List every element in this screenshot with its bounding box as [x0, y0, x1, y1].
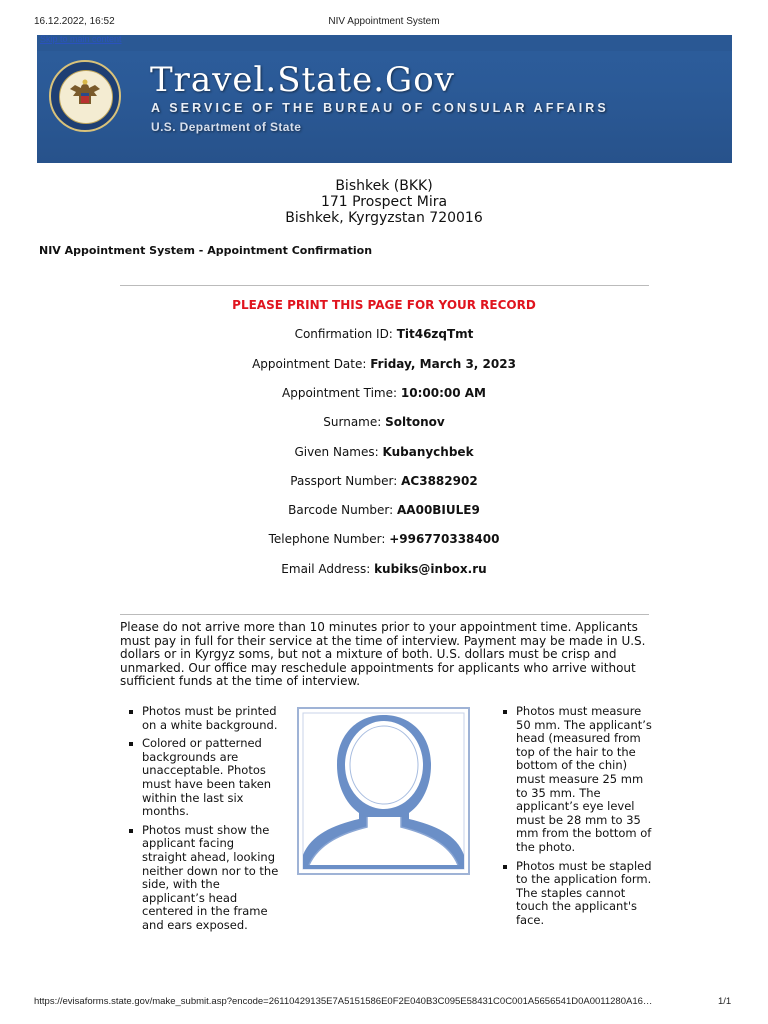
telephone-number-row: [0, 532, 768, 546]
print-page-title: NIV Appointment System: [328, 16, 440, 27]
bullet-icon: [503, 710, 507, 714]
telephone-number-value: +996770338400: [389, 532, 500, 546]
given-names-value: Kubanychbek: [382, 445, 474, 459]
requirement-text: Photos must measure 50 mm. The applicant’s head (measured from top of the hair to the bottom of the chin) must measure 25 mm to 35 mm. The applicant’s eye level must be 28 mm to 35 mm from the bottom of the photo.: [516, 704, 652, 854]
page-heading: NIV Appointment System - Appointment Confirmation: [39, 244, 373, 257]
given-names-row: [0, 445, 768, 459]
print-footer-page-number: 1/1: [718, 996, 732, 1007]
photo-requirements-left: [122, 705, 282, 938]
surname-row: [0, 415, 768, 429]
confirmation-id-value: Tit46zqTmt: [396, 327, 474, 341]
list-item: [122, 737, 282, 819]
divider-top: [120, 285, 649, 286]
row-label: Confirmation ID:: [294, 327, 393, 341]
row-label: Passport Number:: [290, 474, 398, 488]
arrival-payment-notice: Please do not arrive more than 10 minutes prior to your appointment time. Applicants must pay in full for their service at the time of interview. Payment may be made in U.S. dollars or in Kyrgyz soms, but not a mixture of both. U.S. dollars must be crisp and unmarked. Our office may reschedule appointments for applicants who arrive without sufficient funds at the time of interview.: [120, 620, 646, 689]
requirement-text: Photos must be printed on a white background.: [142, 704, 278, 732]
barcode-number-row: [0, 503, 768, 517]
skip-to-content-link[interactable]: Skip to main content: [40, 34, 122, 44]
site-banner: [37, 35, 732, 163]
post-city: Bishkek, Kyrgyzstan 720016: [285, 210, 483, 226]
list-item: [122, 705, 282, 732]
email-address-row: [0, 562, 768, 576]
photo-requirements-right: [496, 705, 656, 933]
appointment-date-row: [0, 357, 768, 371]
list-item: [496, 860, 656, 928]
bullet-icon: [503, 865, 507, 869]
list-item: [496, 705, 656, 855]
surname-value: Soltonov: [385, 415, 445, 429]
department-seal-icon: [49, 60, 121, 132]
row-label: Surname:: [323, 415, 382, 429]
row-label: Given Names:: [294, 445, 379, 459]
eagle-icon: [65, 76, 105, 116]
passport-number-value: AC3882902: [401, 474, 478, 488]
passport-photo-silhouette-icon: [297, 707, 470, 875]
list-item: [122, 824, 282, 933]
row-label: Telephone Number:: [268, 532, 386, 546]
travel-state-gov-logo[interactable]: Travel.State.Gov: [150, 60, 455, 100]
row-label: Email Address:: [281, 562, 371, 576]
requirement-text: Photos must show the applicant facing straight ahead, looking neither down nor to the side, with the applicant’s head centered in the frame and ears exposed.: [142, 822, 279, 932]
print-footer-url: https://evisaforms.state.gov/make_submit.asp?encode=26110429135E7A5151586E0F2E040B3C095E58431C0C001A5656541D0A0011280A16…: [34, 996, 653, 1007]
banner-top-band: [37, 35, 732, 51]
bullet-icon: [129, 829, 133, 833]
post-street: 171 Prospect Mira: [320, 194, 448, 210]
row-label: Appointment Date:: [252, 357, 367, 371]
requirement-text: Photos must be stapled to the application form. The staples cannot touch the applicant's face.: [516, 858, 652, 927]
barcode-number-value: AA00BIULE9: [397, 503, 480, 517]
banner-subtitle: A SERVICE OF THE BUREAU OF CONSULAR AFFAIRS: [151, 101, 609, 115]
bullet-icon: [129, 710, 133, 714]
passport-number-row: [0, 474, 768, 488]
email-address-value: kubiks@inbox.ru: [374, 562, 487, 576]
print-notice: PLEASE PRINT THIS PAGE FOR YOUR RECORD: [232, 298, 536, 312]
requirement-text: Colored or patterned backgrounds are unacceptable. Photos must have been taken within the last six months.: [142, 736, 272, 819]
appointment-date-value: Friday, March 3, 2023: [370, 357, 516, 371]
consular-post-address: [0, 178, 768, 226]
post-name: Bishkek (BKK): [335, 178, 433, 194]
row-label: Appointment Time:: [282, 386, 398, 400]
appointment-time-row: [0, 386, 768, 400]
confirmation-id-row: [0, 327, 768, 341]
banner-department: U.S. Department of State: [151, 120, 302, 134]
bullet-icon: [129, 742, 133, 746]
print-timestamp: 16.12.2022, 16:52: [34, 16, 115, 27]
row-label: Barcode Number:: [288, 503, 394, 517]
divider-bottom: [120, 614, 649, 615]
appointment-time-value: 10:00:00 AM: [400, 386, 486, 400]
